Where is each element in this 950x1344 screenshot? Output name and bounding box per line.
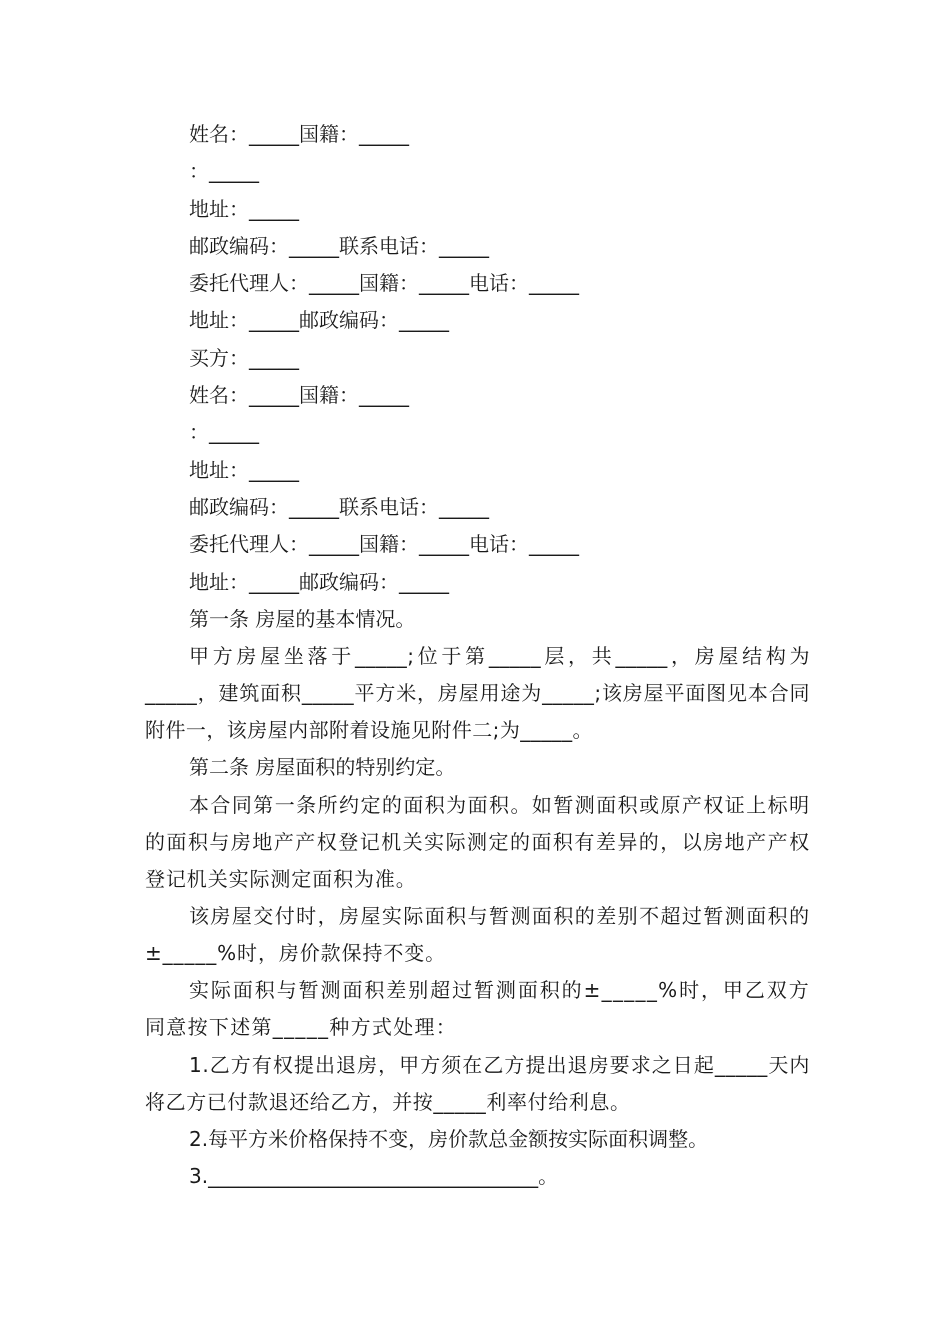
buyer-postcode-phone-line: 邮政编码：_____联系电话：_____ [189, 494, 489, 519]
buyer-address-line: 地址：_____ [189, 457, 299, 482]
buyer-agent-line: 委托代理人：_____国籍：_____电话：_____ [189, 532, 579, 557]
option-3: 3._________________________________。 [189, 1164, 559, 1189]
seller-address-line: 地址：_____ [189, 196, 299, 221]
seller-agent-address-line: 地址：_____邮政编码：_____ [189, 308, 449, 333]
article2-paragraph-1: 本合同第一条所约定的面积为面积。如暂测面积或原产权证上标明的面积与房地产产权登记机关实际测定的面积有差异的，以房地产产权登记机关实际测定面积为准。 [145, 792, 810, 891]
seller-agent-line: 委托代理人：_____国籍：_____电话：_____ [189, 271, 579, 296]
seller-name-line: 姓名：_____国籍：_____ [189, 122, 409, 146]
article2-paragraph-3: 实际面积与暂测面积差别超过暂测面积的±_____%时，甲乙双方同意按下述第_____种方式处理： [145, 978, 810, 1040]
option-1: 1.乙方有权提出退房，甲方须在乙方提出退房要求之日起_____天内将乙方已付款退还给乙方，并按_____利率付给利息。 [145, 1052, 810, 1114]
article2-paragraph-2: 该房屋交付时，房屋实际面积与暂测面积的差别不超过暂测面积的±_____%时，房价款保持不变。 [145, 904, 810, 966]
contract-body [145, 116, 810, 1196]
option-2: 2.每平方米价格保持不变，房价款总金额按实际面积调整。 [189, 1126, 709, 1151]
seller-blank-line: ：_____ [189, 159, 259, 184]
article1-title: 第一条 房屋的基本情况。 [189, 606, 416, 631]
buyer-name-line: 姓名：_____国籍：_____ [189, 383, 409, 408]
buyer-agent-address-line: 地址：_____邮政编码：_____ [189, 569, 449, 594]
buyer-label: 买方：_____ [189, 345, 299, 370]
seller-postcode-phone-line: 邮政编码：_____联系电话：_____ [189, 233, 489, 258]
article2-title: 第二条 房屋面积的特别约定。 [189, 755, 456, 780]
buyer-blank-line: ：_____ [189, 420, 259, 445]
article1-body: 甲方房屋坐落于_____;位于第_____层，共_____，房屋结构为_____，建筑面积_____平方米，房屋用途为_____;该房屋平面图见本合同附件一，该房屋内部附着设施见附件二;为_____。 [145, 644, 810, 743]
